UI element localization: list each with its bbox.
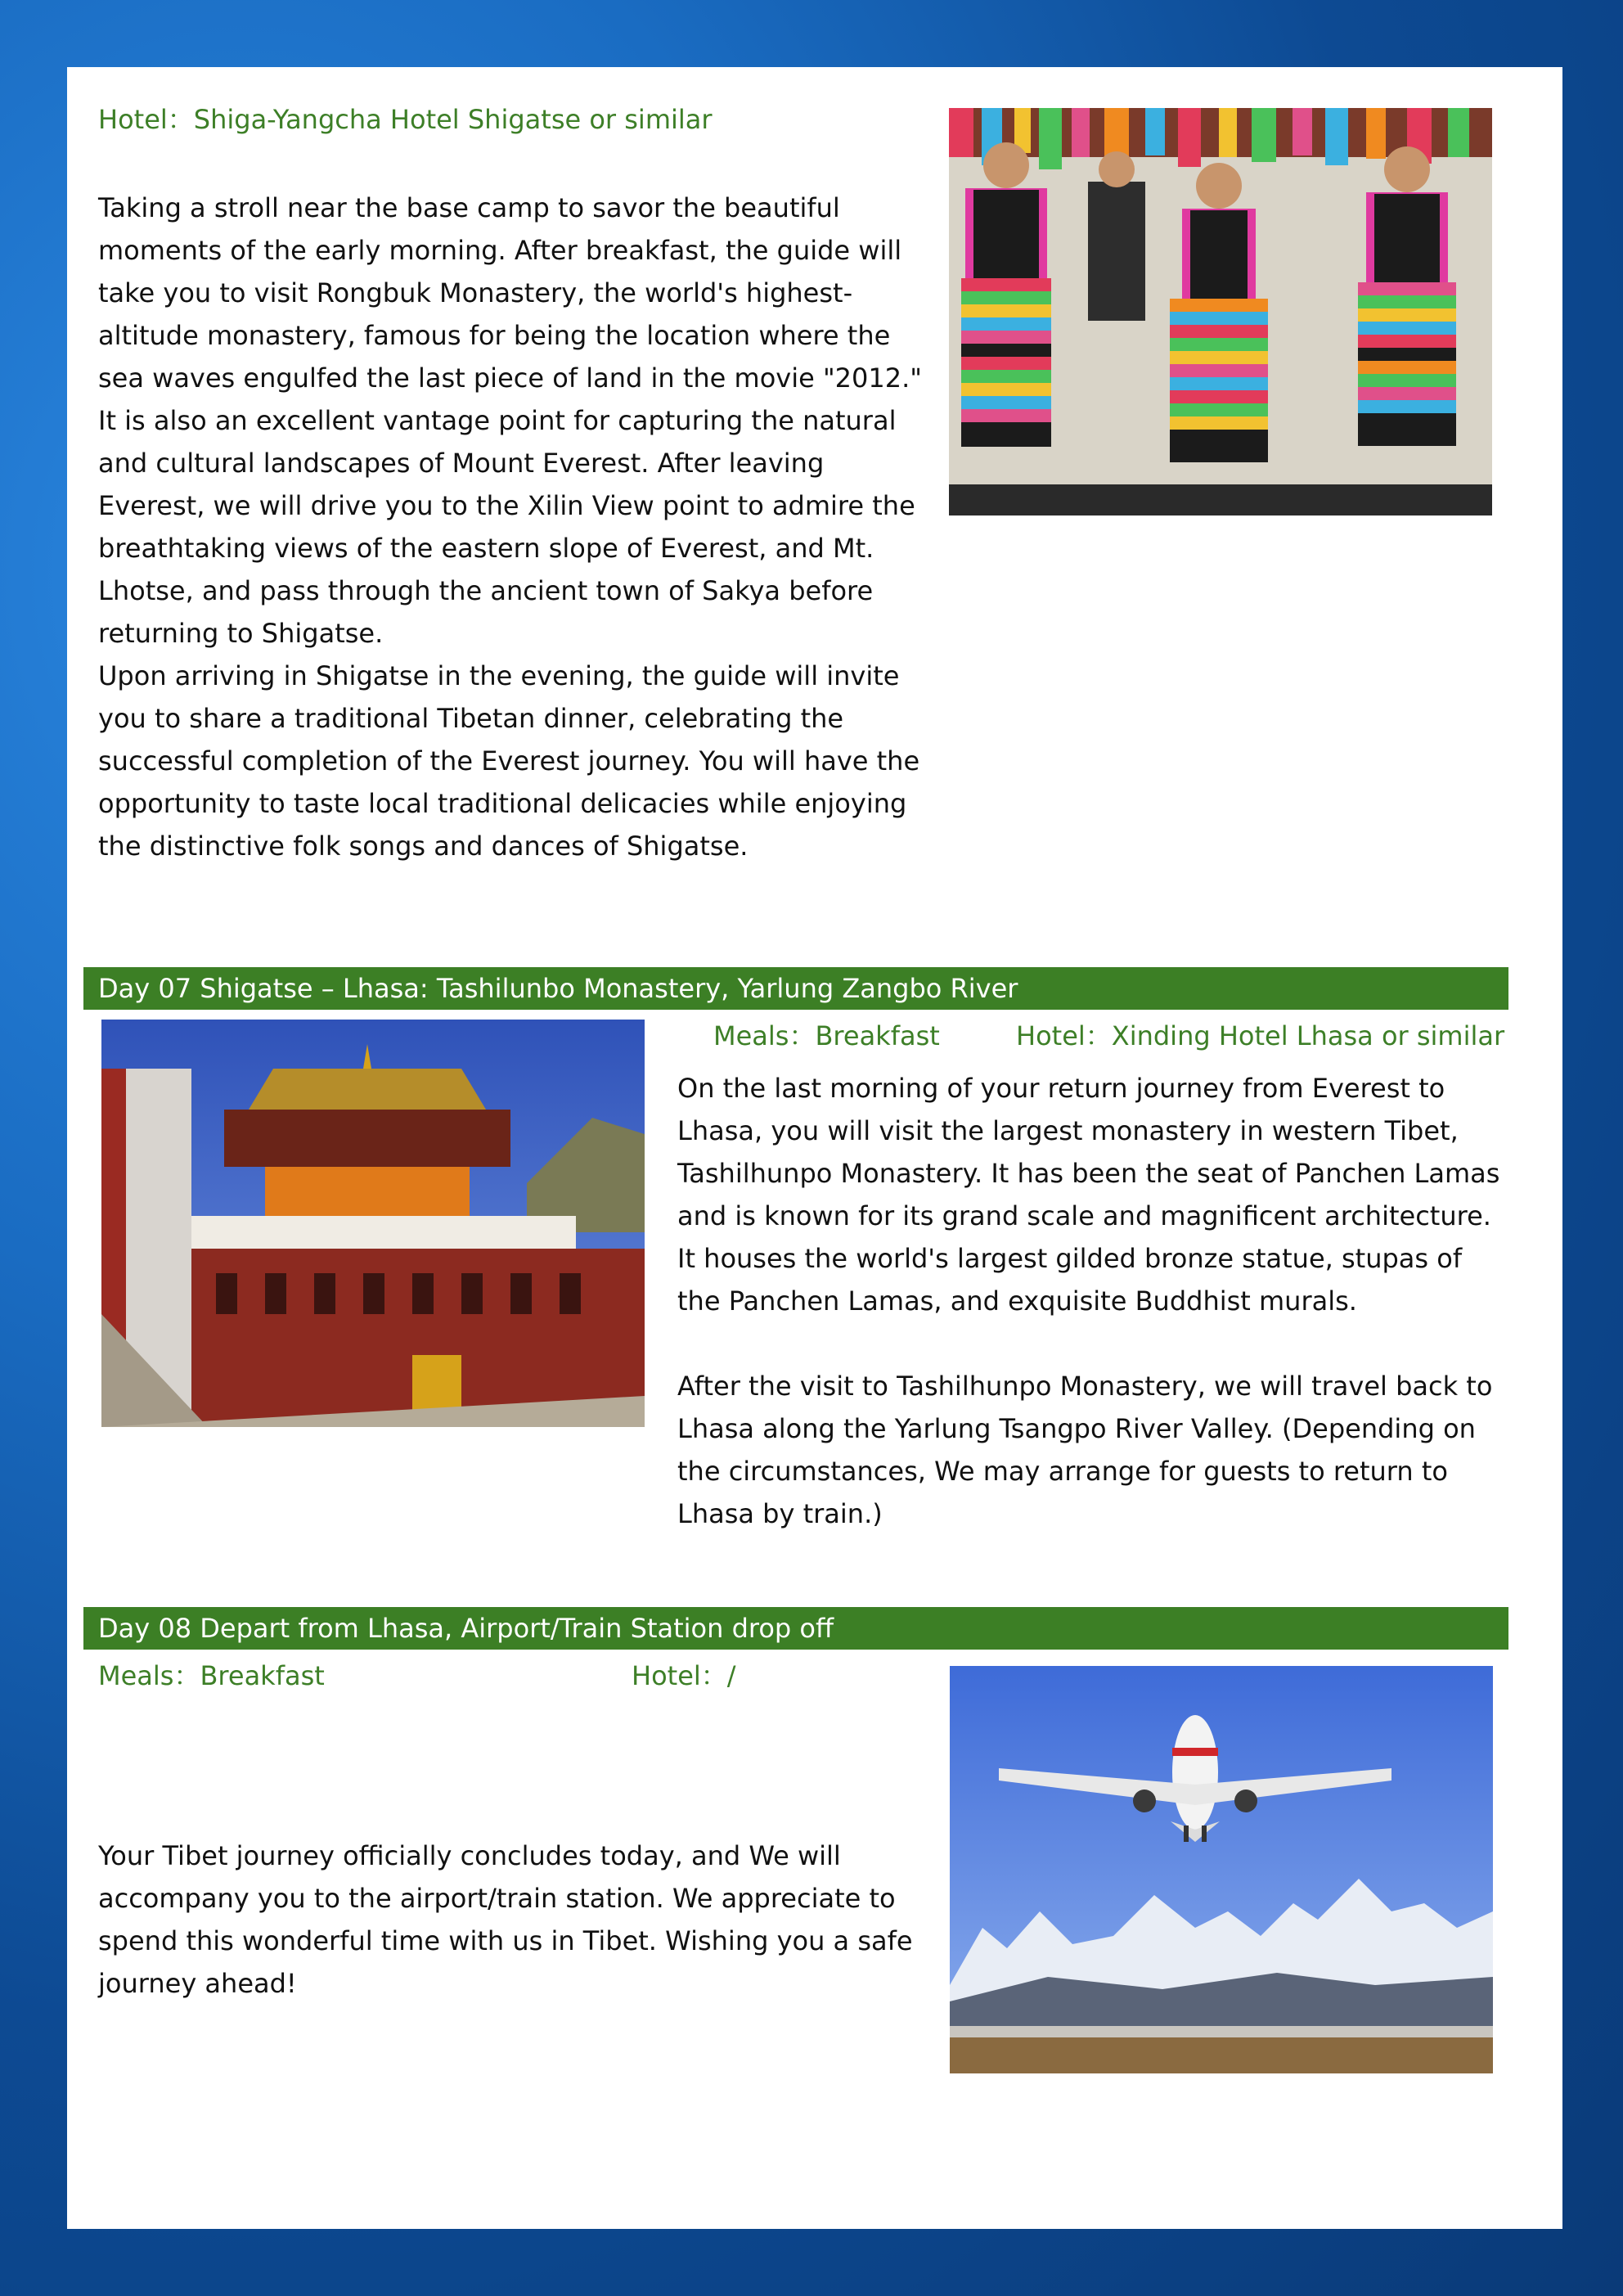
day07-paragraph-2: After the visit to Tashilhunpo Monastery, we will travel back to Lhasa along the Yarlung Tsangpo River Valley. (Depending on the circumstances, We may arrange for guests to return to Lhasa by train.): [677, 1371, 1493, 1529]
day06-paragraph-2: Upon arriving in Shigatse in the evening, the guide will invite you to share a traditional Tibetan dinner, celebrating the successful completion of the Everest journey. You will have the opportunity to taste local traditional delicacies while enjoying the distinctive folk songs and dances of Shigatse.: [98, 660, 920, 862]
day08-meals: Meals：Breakfast: [98, 1660, 325, 1691]
day07-hotel: Hotel：Xinding Hotel Lhasa or similar: [1016, 1020, 1505, 1051]
paragraph-spacer: [677, 1322, 1504, 1365]
monastery-photo: [101, 1020, 645, 1427]
day06-hotel: Hotel：Shiga-Yangcha Hotel Shigatse or similar: [98, 104, 713, 135]
airplane-photo: [950, 1666, 1493, 2073]
day08-hotel: Hotel：/: [632, 1660, 736, 1691]
day07-paragraph-1: On the last morning of your return journey from Everest to Lhasa, you will visit the largest monastery in western Tibet, Tashilhunpo Monastery. It has been the seat of Panchen Lamas and is known for its grand scale and magnificent architecture. It houses the world's largest gilded bronze statue, stupas of the Panchen Lamas, and exquisite Buddhist murals.: [677, 1073, 1500, 1317]
day07-description: [677, 1067, 1504, 1535]
day07-meals: Meals：Breakfast: [713, 1020, 940, 1051]
tibetan-dancers-photo: [949, 108, 1492, 515]
day06-description: [98, 187, 924, 867]
day08-description: Your Tibet journey officially concludes today, and We will accompany you to the airport/train station. We appreciate to spend this wonderful time with us in Tibet. Wishing you a safe journey ahead!: [98, 1840, 913, 1999]
day06-paragraph-1: Taking a stroll near the base camp to savor the beautiful moments of the early morning. After breakfast, the guide will take you to visit Rongbuk Monastery, the world's highest-altitude monastery, famous for being the location where the sea waves engulfed the last piece of land in the movie "2012." It is also an excellent vantage point for capturing the natural and cultural landscapes of Mount Everest. After leaving Everest, we will drive you to the Xilin View point to admire the breathtaking views of the eastern slope of Everest, and Mt. Lhotse, and pass through the ancient town of Sakya before returning to Shigatse.: [98, 192, 922, 649]
day07-banner: Day 07 Shigatse – Lhasa: Tashilunbo Monastery, Yarlung Zangbo River: [83, 967, 1508, 1010]
itinerary-page: [67, 67, 1562, 2229]
day08-banner: Day 08 Depart from Lhasa, Airport/Train Station drop off: [83, 1607, 1508, 1650]
